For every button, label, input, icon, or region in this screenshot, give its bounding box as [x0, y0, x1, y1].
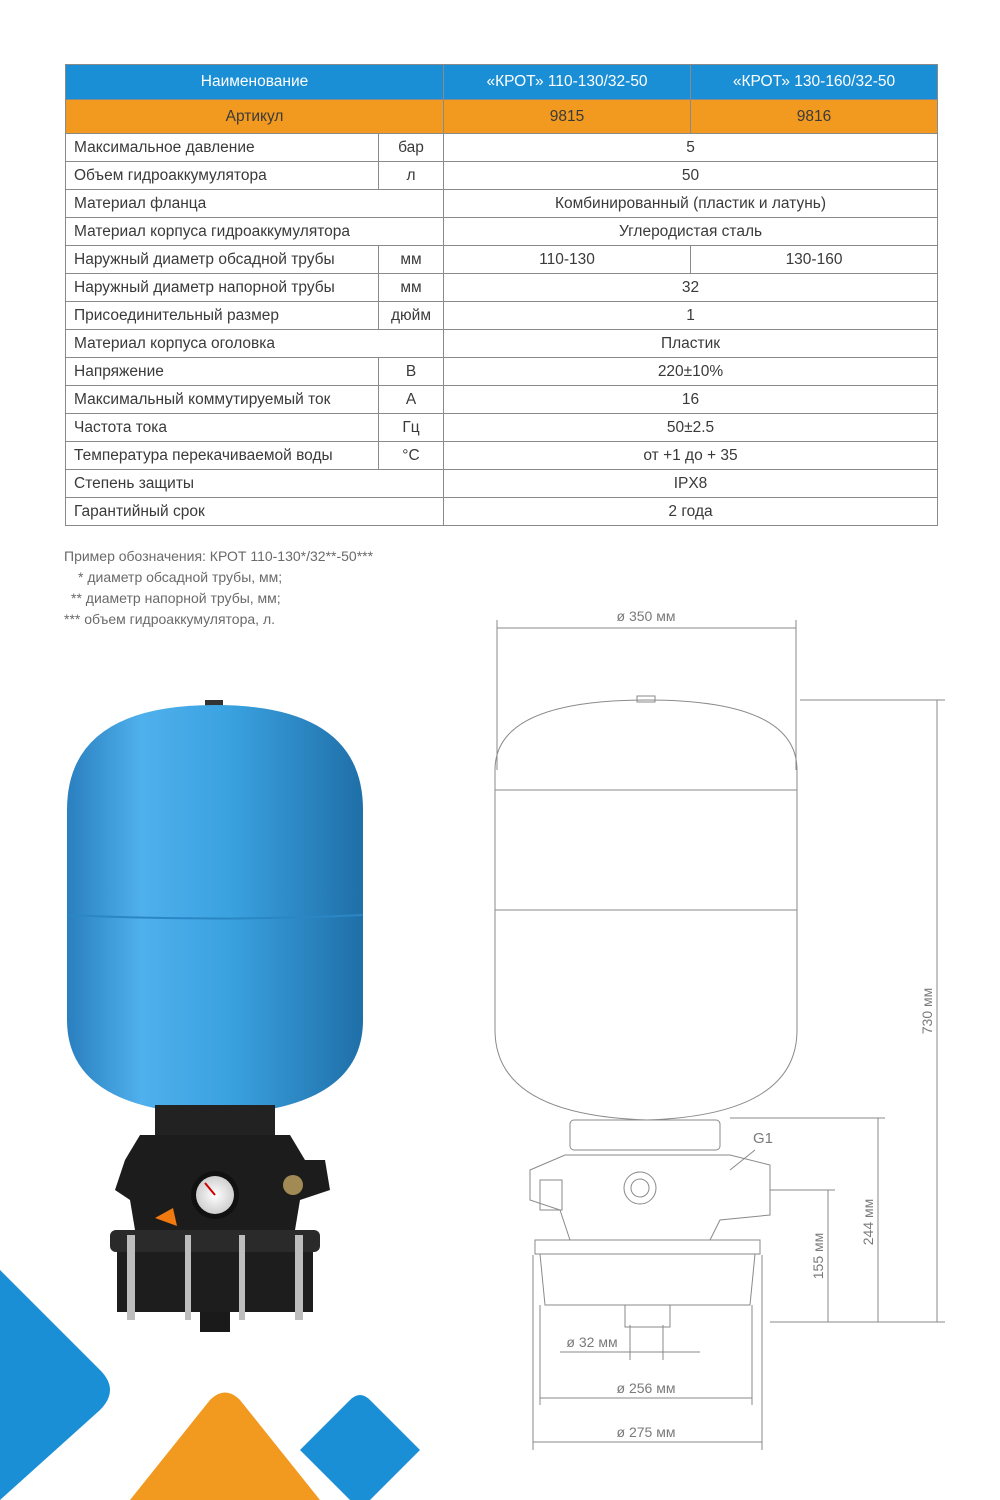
row-name: Материал корпуса оголовка: [66, 330, 444, 358]
row-name: Объем гидроаккумулятора: [66, 162, 379, 190]
dim-diameter-32: ø 32 мм: [566, 1334, 618, 1350]
designation-example: Пример обозначения: КРОТ 110-130*/32**-50***: [64, 548, 374, 564]
row-name: Гарантийный срок: [66, 498, 444, 526]
row-value: от +1 до + 35: [444, 442, 938, 470]
row-value: 2 года: [444, 498, 938, 526]
decorative-corner-shapes: [0, 1260, 440, 1500]
row-value: 16: [444, 386, 938, 414]
row-unit: Гц: [379, 414, 444, 442]
label-g1: G1: [752, 1130, 774, 1147]
row-unit: °С: [379, 442, 444, 470]
row-name: Частота тока: [66, 414, 379, 442]
row-unit: л: [379, 162, 444, 190]
row-name: Степень защиты: [66, 470, 444, 498]
wellhead-flange: [155, 1105, 275, 1135]
designation-notes: [64, 546, 373, 630]
table-row: [66, 134, 938, 162]
row-value: 50: [444, 162, 938, 190]
note-pressure-pipe-diameter: ** диаметр напорной трубы, мм;: [71, 590, 281, 606]
row-value: Комбинированный (пластик и латунь): [444, 190, 938, 218]
row-value-2: 130-160: [691, 246, 938, 274]
row-name: Максимальный коммутируемый ток: [66, 386, 379, 414]
row-name: Максимальное давление: [66, 134, 379, 162]
table-row: [66, 470, 938, 498]
article-value-1: 9815: [444, 100, 691, 134]
row-name: Наружный диаметр обсадной трубы: [66, 246, 379, 274]
article-label: Артикул: [66, 100, 444, 134]
decor-blue-diamond-right: [300, 1395, 420, 1500]
table-row: [66, 162, 938, 190]
row-name: Материал корпуса гидроаккумулятора: [66, 218, 444, 246]
row-unit: А: [379, 386, 444, 414]
table-row: [66, 190, 938, 218]
decor-blue-triangle-left: [0, 1270, 110, 1500]
technical-drawing: [470, 600, 970, 1460]
note-tank-volume: *** объем гидроаккумулятора, л.: [64, 611, 276, 627]
dim-height-244: 244 мм: [860, 1198, 876, 1246]
table-row: [66, 246, 938, 274]
row-value: 5: [444, 134, 938, 162]
brass-fitting: [283, 1175, 303, 1195]
dim-diameter-275: ø 275 мм: [616, 1424, 676, 1440]
row-name: Напряжение: [66, 358, 379, 386]
row-name: Температура перекачиваемой воды: [66, 442, 379, 470]
article-value-2: 9816: [691, 100, 938, 134]
dim-diameter-256: ø 256 мм: [616, 1380, 676, 1396]
article-row: [66, 100, 938, 134]
note-casing-diameter: * диаметр обсадной трубы, мм;: [78, 569, 283, 585]
row-unit: В: [379, 358, 444, 386]
tank-body: [67, 705, 363, 1115]
row-value-1: 110-130: [444, 246, 691, 274]
table-row: [66, 274, 938, 302]
row-value: IPX8: [444, 470, 938, 498]
table-row: [66, 442, 938, 470]
row-unit: мм: [379, 274, 444, 302]
row-unit: дюйм: [379, 302, 444, 330]
row-name: Присоединительный размер: [66, 302, 379, 330]
table-row: [66, 414, 938, 442]
row-name: Материал фланца: [66, 190, 444, 218]
row-unit: бар: [379, 134, 444, 162]
header-model-1: «КРОТ» 110-130/32-50: [444, 65, 691, 100]
wellhead-ring: [110, 1230, 320, 1252]
table-row: [66, 330, 938, 358]
product-photo: [55, 690, 375, 1350]
table-row: [66, 386, 938, 414]
row-value: 32: [444, 274, 938, 302]
header-name: Наименование: [66, 65, 444, 100]
header-model-2: «КРОТ» 130-160/32-50: [691, 65, 938, 100]
specs-table: [65, 64, 938, 526]
table-header-row: [66, 65, 938, 100]
row-unit: мм: [379, 246, 444, 274]
table-row: [66, 218, 938, 246]
row-value: 220±10%: [444, 358, 938, 386]
row-name: Наружный диаметр напорной трубы: [66, 274, 379, 302]
table-row: [66, 498, 938, 526]
dim-diameter-350: ø 350 мм: [616, 608, 676, 624]
row-value: 1: [444, 302, 938, 330]
dim-height-730: 730 мм: [919, 987, 935, 1035]
row-value: 50±2.5: [444, 414, 938, 442]
table-row: [66, 302, 938, 330]
dim-height-155: 155 мм: [810, 1232, 826, 1280]
table-row: [66, 358, 938, 386]
row-value: Пластик: [444, 330, 938, 358]
decor-orange-triangle: [130, 1393, 320, 1500]
row-value: Углеродистая сталь: [444, 218, 938, 246]
